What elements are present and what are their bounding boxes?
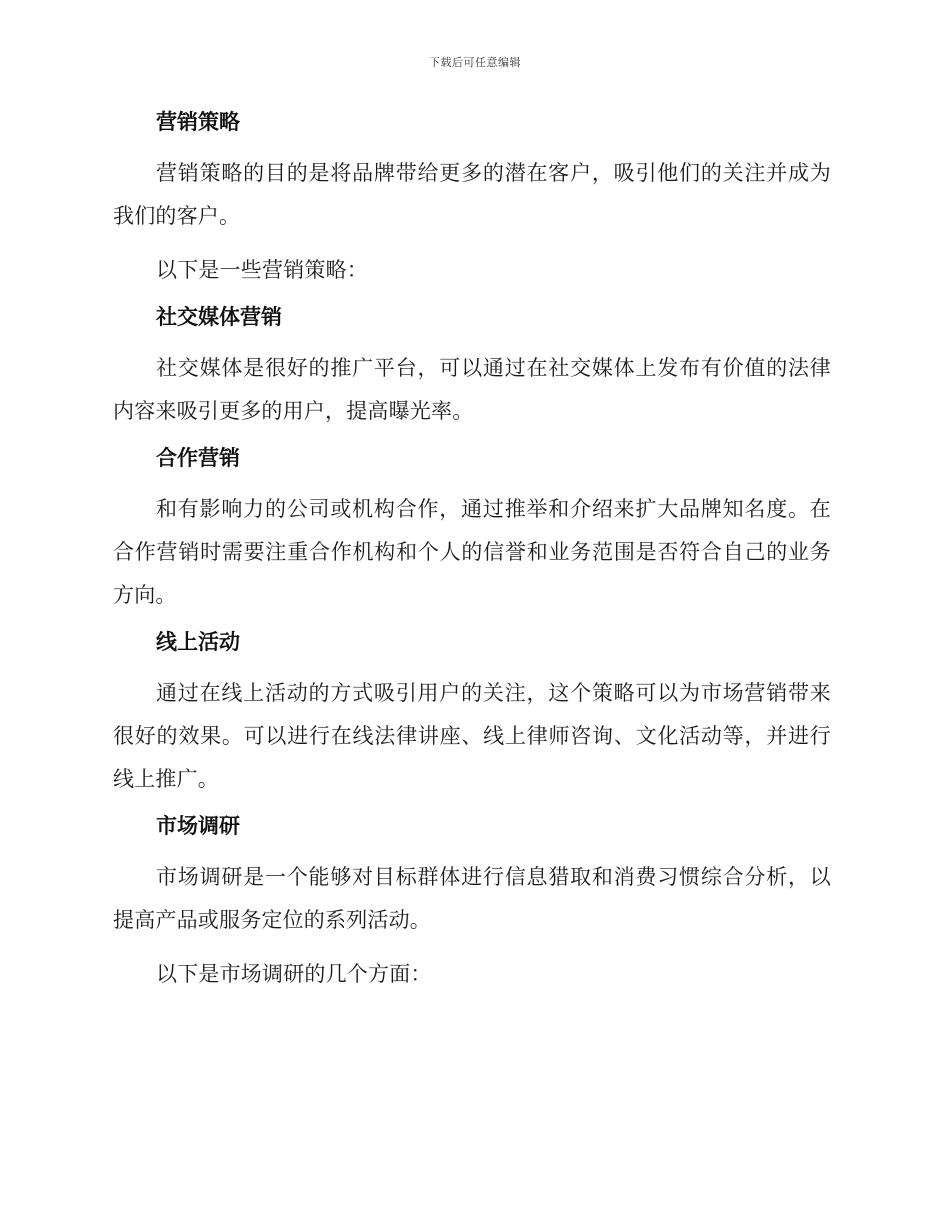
page-header: 下载后可任意编辑 bbox=[429, 56, 521, 69]
paragraph: 营销策略的目的是将品牌带给更多的潜在客户，吸引他们的关注并成为我们的客户。 bbox=[113, 161, 831, 228]
section-heading: 营销策略 bbox=[156, 110, 240, 134]
paragraph: 以下是一些营销策略： bbox=[156, 258, 368, 282]
section-marketing-strategy bbox=[113, 108, 831, 292]
document-body bbox=[113, 108, 831, 1007]
section-heading: 线上活动 bbox=[156, 630, 240, 654]
paragraph: 通过在线上活动的方式吸引用户的关注，这个策略可以为市场营销带来很好的效果。可以进行在线法律讲座、线上律师咨询、文化活动等，并进行线上推广。 bbox=[113, 681, 831, 791]
section-heading: 市场调研 bbox=[156, 814, 240, 838]
paragraph: 社交媒体是很好的推广平台，可以通过在社交媒体上发布有价值的法律内容来吸引更多的用户，提高曝光率。 bbox=[113, 356, 831, 423]
section-social-media-marketing bbox=[113, 303, 831, 433]
section-heading: 社交媒体营销 bbox=[156, 305, 282, 329]
paragraph: 市场调研是一个能够对目标群体进行信息猎取和消费习惯综合分析，以提高产品或服务定位的系列活动。 bbox=[113, 865, 831, 932]
paragraph: 以下是市场调研的几个方面： bbox=[156, 962, 432, 986]
section-online-activities bbox=[113, 628, 831, 801]
section-market-research bbox=[113, 812, 831, 996]
section-heading: 合作营销 bbox=[156, 446, 240, 470]
paragraph: 和有影响力的公司或机构合作，通过推举和介绍来扩大品牌知名度。在合作营销时需要注重合作机构和个人的信誉和业务范围是否符合自己的业务方向。 bbox=[113, 497, 831, 607]
section-cooperative-marketing bbox=[113, 444, 831, 617]
